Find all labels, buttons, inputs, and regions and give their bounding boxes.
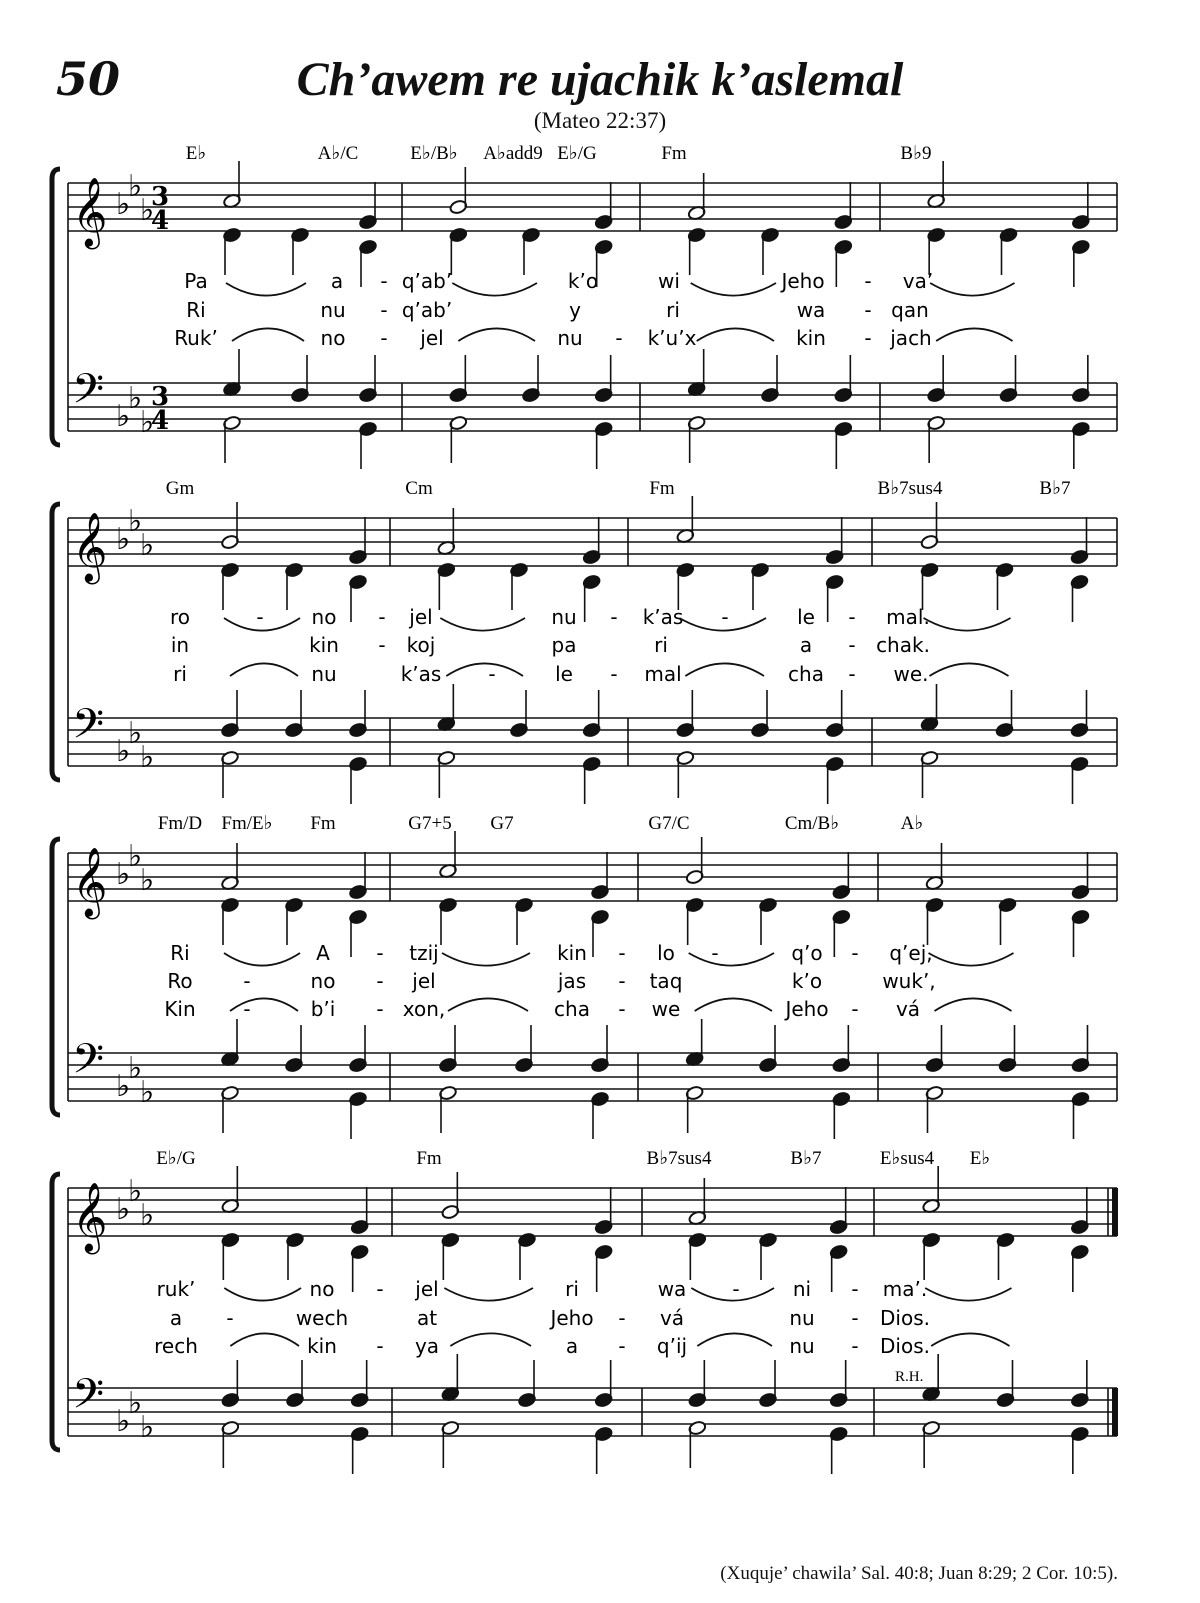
lyric-syllable: k’as <box>400 662 442 686</box>
time-signature-bottom: 4 <box>151 406 170 436</box>
lyric-syllable: ruk’ <box>156 1277 196 1301</box>
lyric-syllable: - <box>380 269 388 293</box>
lyric-syllable: we <box>651 997 681 1021</box>
flat-sign-icon: ♭ <box>128 1174 143 1209</box>
lyric-syllable: ma’. <box>882 1277 928 1301</box>
lyric-syllable: Ri <box>170 941 190 965</box>
system-bracket <box>52 839 60 1115</box>
flat-sign-icon: ♭ <box>128 381 143 416</box>
bass-clef-icon: 𝄢 <box>72 700 105 758</box>
lyric-syllable: - <box>376 941 384 965</box>
alto-slur <box>440 618 525 631</box>
flat-sign-icon: ♭ <box>140 740 155 775</box>
alto-slur <box>444 1288 533 1301</box>
lyric-syllable: - <box>848 605 856 629</box>
lyric-syllable: - <box>864 326 872 350</box>
lyric-syllable: kin <box>309 633 339 657</box>
chord-symbol: E♭ <box>969 1148 991 1169</box>
chord-symbol: Fm <box>649 478 675 499</box>
scripture-reference: (Mateo 22:37) <box>533 108 667 133</box>
alto-slur <box>224 953 300 966</box>
tenor-slur <box>695 998 772 1011</box>
flat-sign-icon: ♭ <box>116 399 131 434</box>
lyric-syllable: - <box>243 969 251 993</box>
final-bar-thick <box>1112 1388 1118 1436</box>
lyric-syllable: wuk’, <box>882 969 936 993</box>
lyric-syllable: - <box>711 941 719 965</box>
lyric-syllable: Pa <box>184 269 208 293</box>
chord-symbol: Fm <box>310 813 336 834</box>
flat-sign-icon: ♭ <box>116 1069 131 1104</box>
lyric-syllable: a <box>169 1306 183 1330</box>
tenor-slur <box>230 663 298 676</box>
alto-slur <box>442 953 530 966</box>
lyric-syllable: koj <box>406 633 436 657</box>
lyric-syllable: we. <box>893 662 929 686</box>
lyric-syllable: ro <box>169 605 191 629</box>
lyric-syllable: vá <box>659 1306 685 1330</box>
flat-sign-icon: ♭ <box>128 839 143 874</box>
lyric-syllable: ri <box>173 662 187 686</box>
lyric-syllable: cha <box>788 662 824 686</box>
chord-symbol: B♭9 <box>900 143 932 164</box>
alto-slur <box>691 283 776 296</box>
lyric-syllable: wi <box>658 269 680 293</box>
flat-sign-icon: ♭ <box>140 1410 155 1445</box>
lyric-syllable: - <box>376 969 384 993</box>
lyric-syllable: no <box>320 326 346 350</box>
bass-clef-icon: 𝄢 <box>72 1370 105 1428</box>
chord-symbol: G7 <box>490 813 514 834</box>
alto-slur <box>226 283 306 296</box>
chord-symbol: Fm <box>416 1148 442 1169</box>
tenor-slur <box>458 328 535 341</box>
lyric-syllable: jas <box>557 969 587 993</box>
lyric-syllable: tzij <box>409 941 439 965</box>
lyric-syllable: qan <box>891 298 929 322</box>
alto-slur <box>930 283 1014 296</box>
lyric-syllable: at <box>416 1306 438 1330</box>
lyric-syllable: ni <box>792 1277 812 1301</box>
tenor-slur <box>931 1333 1009 1346</box>
system-bracket <box>52 1174 60 1450</box>
chord-symbol: E♭/B♭ <box>410 143 458 164</box>
lyric-syllable: le <box>797 605 815 629</box>
time-signature-top: 3 <box>151 382 170 412</box>
time-signature-bottom: 4 <box>151 206 170 236</box>
lyric-syllable: A <box>316 941 330 965</box>
lyric-syllable: cha <box>554 997 590 1021</box>
lyric-syllable: rech <box>154 1334 198 1358</box>
treble-clef-icon: 𝄞 <box>72 177 108 247</box>
lyric-syllable: mal <box>644 662 682 686</box>
lyric-syllable: nu <box>311 662 337 686</box>
lyric-syllable: nu <box>551 605 577 629</box>
flat-sign-icon: ♭ <box>116 522 131 557</box>
alto-slur <box>924 618 1011 631</box>
alto-slur <box>689 953 774 966</box>
hymn-title: Ch’awem re ujachik k’aslemal <box>296 53 904 106</box>
chord-symbol: Gm <box>165 478 195 499</box>
chord-symbol: E♭ <box>185 143 207 164</box>
flat-sign-icon: ♭ <box>140 1198 155 1233</box>
lyric-syllable: Jeho <box>785 997 829 1021</box>
lyric-syllable: Jeho <box>550 1306 594 1330</box>
flat-sign-icon: ♭ <box>140 863 155 898</box>
lyric-syllable: - <box>618 1334 626 1358</box>
lyric-syllable: - <box>376 1334 384 1358</box>
lyric-syllable: - <box>864 269 872 293</box>
time-signature-top: 3 <box>151 182 170 212</box>
lyric-syllable: taq <box>649 969 683 993</box>
lyric-syllable: le <box>555 662 573 686</box>
lyric-syllable: wech <box>295 1306 349 1330</box>
alto-slur <box>925 1288 1011 1301</box>
tenor-slur <box>935 998 1012 1011</box>
chord-symbol: Cm/B♭ <box>784 813 840 834</box>
lyric-syllable: wa <box>657 1277 687 1301</box>
lyric-syllable: kin <box>796 326 826 350</box>
lyric-syllable: in <box>170 633 190 657</box>
lyric-syllable: ya <box>414 1334 440 1358</box>
rh-marking: R.H. <box>895 1369 924 1385</box>
lyric-syllable: kin <box>557 941 587 965</box>
lyric-syllable: Jeho <box>781 269 825 293</box>
lyric-syllable: - <box>721 605 729 629</box>
lyric-syllable: - <box>618 997 626 1021</box>
tenor-slur <box>230 1333 299 1346</box>
chord-symbol: G7/C <box>648 813 690 834</box>
lyric-syllable: - <box>618 941 626 965</box>
lyric-syllable: - <box>243 997 251 1021</box>
tenor-slur <box>936 328 1012 341</box>
lyric-syllable: - <box>610 605 618 629</box>
lyric-syllable: y <box>569 298 581 322</box>
lyric-syllable: - <box>851 1306 859 1330</box>
chord-symbol: Cm <box>405 478 433 499</box>
lyric-syllable: - <box>851 941 859 965</box>
treble-clef-icon: 𝄞 <box>72 512 108 582</box>
lyric-syllable: vá <box>895 997 921 1021</box>
chord-symbol: A♭/C <box>317 143 359 164</box>
lyric-syllable: k’u’x <box>647 326 697 350</box>
lyric-syllable: jel <box>409 605 433 629</box>
lyric-syllable: q’ij <box>656 1334 688 1358</box>
lyric-syllable: q’o <box>791 941 823 965</box>
flat-sign-icon: ♭ <box>140 528 155 563</box>
chord-symbol: Fm <box>661 143 687 164</box>
lyric-syllable: k’o <box>791 969 823 993</box>
lyric-syllable: q’ab’ <box>401 298 453 322</box>
flat-sign-icon: ♭ <box>140 193 155 228</box>
lyric-syllable: jel <box>415 1277 439 1301</box>
chord-symbol: Fm/D <box>157 813 203 834</box>
lyric-syllable: lo <box>657 941 675 965</box>
chord-symbol: E♭/G <box>557 143 597 164</box>
tenor-slur <box>448 998 528 1011</box>
lyric-syllable: - <box>864 298 872 322</box>
lyric-syllable: mal. <box>886 605 930 629</box>
lyric-syllable: xon, <box>402 997 446 1021</box>
lyric-syllable: kin <box>307 1334 337 1358</box>
lyric-syllable: - <box>732 1277 740 1301</box>
tenor-slur <box>232 328 304 341</box>
lyric-syllable: q’ab’ <box>401 269 453 293</box>
alto-slur <box>929 953 1014 966</box>
flat-sign-icon: ♭ <box>128 169 143 204</box>
flat-sign-icon: ♭ <box>140 405 155 440</box>
lyric-syllable: - <box>848 633 856 657</box>
lyric-syllable: nu <box>789 1306 815 1330</box>
tenor-slur <box>930 663 1009 676</box>
flat-sign-icon: ♭ <box>116 734 131 769</box>
footnote: (Xuquje’ chawila’ Sal. 40:8; Juan 8:29; 2 Cor. 10:5). <box>720 1563 1118 1584</box>
flat-sign-icon: ♭ <box>128 716 143 751</box>
lyric-syllable: - <box>851 997 859 1021</box>
lyric-syllable: no <box>310 969 336 993</box>
lyric-syllable: chak. <box>876 633 930 657</box>
chord-symbol: B♭7sus4 <box>646 1148 712 1169</box>
chord-symbol: B♭7 <box>790 1148 822 1169</box>
tenor-slur <box>230 998 298 1011</box>
lyric-syllable: Ri <box>186 298 206 322</box>
lyric-syllable: - <box>610 662 618 686</box>
chord-symbol: E♭/G <box>156 1148 196 1169</box>
tenor-slur <box>697 1333 772 1346</box>
lyric-syllable: jel <box>420 326 444 350</box>
lyric-syllable: k’as <box>642 605 684 629</box>
lyric-syllable: - <box>615 326 623 350</box>
lyric-syllable: - <box>380 298 388 322</box>
lyric-syllable: va’ <box>902 269 934 293</box>
lyric-syllable: - <box>376 1277 384 1301</box>
lyric-syllable: a <box>330 269 344 293</box>
lyric-syllable: - <box>376 997 384 1021</box>
lyric-syllable: Dios. <box>880 1306 930 1330</box>
flat-sign-icon: ♭ <box>116 1404 131 1439</box>
tenor-slur <box>697 328 774 341</box>
lyric-syllable: - <box>226 1306 234 1330</box>
final-bar-thick <box>1112 1188 1118 1236</box>
lyric-syllable: - <box>380 326 388 350</box>
flat-sign-icon: ♭ <box>128 1386 143 1421</box>
lyric-syllable: - <box>378 605 386 629</box>
lyric-syllable: Kin <box>164 997 196 1021</box>
lyric-syllable: - <box>851 1334 859 1358</box>
chord-symbol: E♭sus4 <box>879 1148 935 1169</box>
chord-symbol: B♭7 <box>1039 478 1071 499</box>
lyric-syllable: - <box>848 662 856 686</box>
flat-sign-icon: ♭ <box>128 1051 143 1086</box>
chord-symbol: B♭7sus4 <box>877 478 943 499</box>
lyric-syllable: - <box>378 633 386 657</box>
tenor-slur <box>685 663 764 676</box>
lyric-syllable: ri <box>565 1277 579 1301</box>
lyric-syllable: a <box>565 1334 579 1358</box>
flat-sign-icon: ♭ <box>116 187 131 222</box>
flat-sign-icon: ♭ <box>116 857 131 892</box>
lyric-syllable: no <box>311 605 337 629</box>
lyric-syllable: q’ej, <box>889 941 933 965</box>
bass-clef-icon: 𝄢 <box>72 1035 105 1093</box>
lyric-syllable: - <box>851 1277 859 1301</box>
lyric-syllable: ri <box>654 633 668 657</box>
lyric-syllable: - <box>256 605 264 629</box>
flat-sign-icon: ♭ <box>128 504 143 539</box>
lyric-syllable: no <box>309 1277 335 1301</box>
system-bracket <box>52 504 60 780</box>
lyric-syllable: pa <box>551 633 577 657</box>
treble-clef-icon: 𝄞 <box>72 1182 108 1252</box>
chord-symbol: A♭add9 <box>483 143 543 164</box>
chord-symbol: A♭ <box>900 813 924 834</box>
tenor-slur <box>450 1333 531 1346</box>
hymn-number: 50 <box>56 52 121 106</box>
treble-clef-icon: 𝄞 <box>72 847 108 917</box>
lyric-syllable: a <box>799 633 813 657</box>
bass-clef-icon: 𝄢 <box>72 365 105 423</box>
lyric-syllable: jel <box>412 969 436 993</box>
lyric-syllable: nu <box>320 298 346 322</box>
flat-sign-icon: ♭ <box>140 1075 155 1110</box>
alto-slur <box>452 283 537 296</box>
chord-symbol: Fm/E♭ <box>221 813 273 834</box>
lyric-syllable: wa <box>796 298 826 322</box>
lyric-syllable: - <box>618 969 626 993</box>
lyric-syllable: jach <box>890 326 932 350</box>
lyric-syllable: Dios. <box>880 1334 930 1358</box>
system-bracket <box>52 169 60 445</box>
lyric-syllable: nu <box>557 326 583 350</box>
lyric-syllable: k’o <box>567 269 599 293</box>
lyric-syllable: nu <box>789 1334 815 1358</box>
flat-sign-icon: ♭ <box>116 1192 131 1227</box>
lyric-syllable: - <box>488 662 496 686</box>
lyric-syllable: Ruk’ <box>174 326 218 350</box>
lyric-syllable: b’i <box>310 997 336 1021</box>
chord-symbol: G7+5 <box>408 813 452 834</box>
tenor-slur <box>446 663 523 676</box>
lyric-syllable: - <box>618 1306 626 1330</box>
lyric-syllable: Ro <box>167 969 193 993</box>
alto-slur <box>224 1288 301 1301</box>
lyric-syllable: ri <box>666 298 680 322</box>
